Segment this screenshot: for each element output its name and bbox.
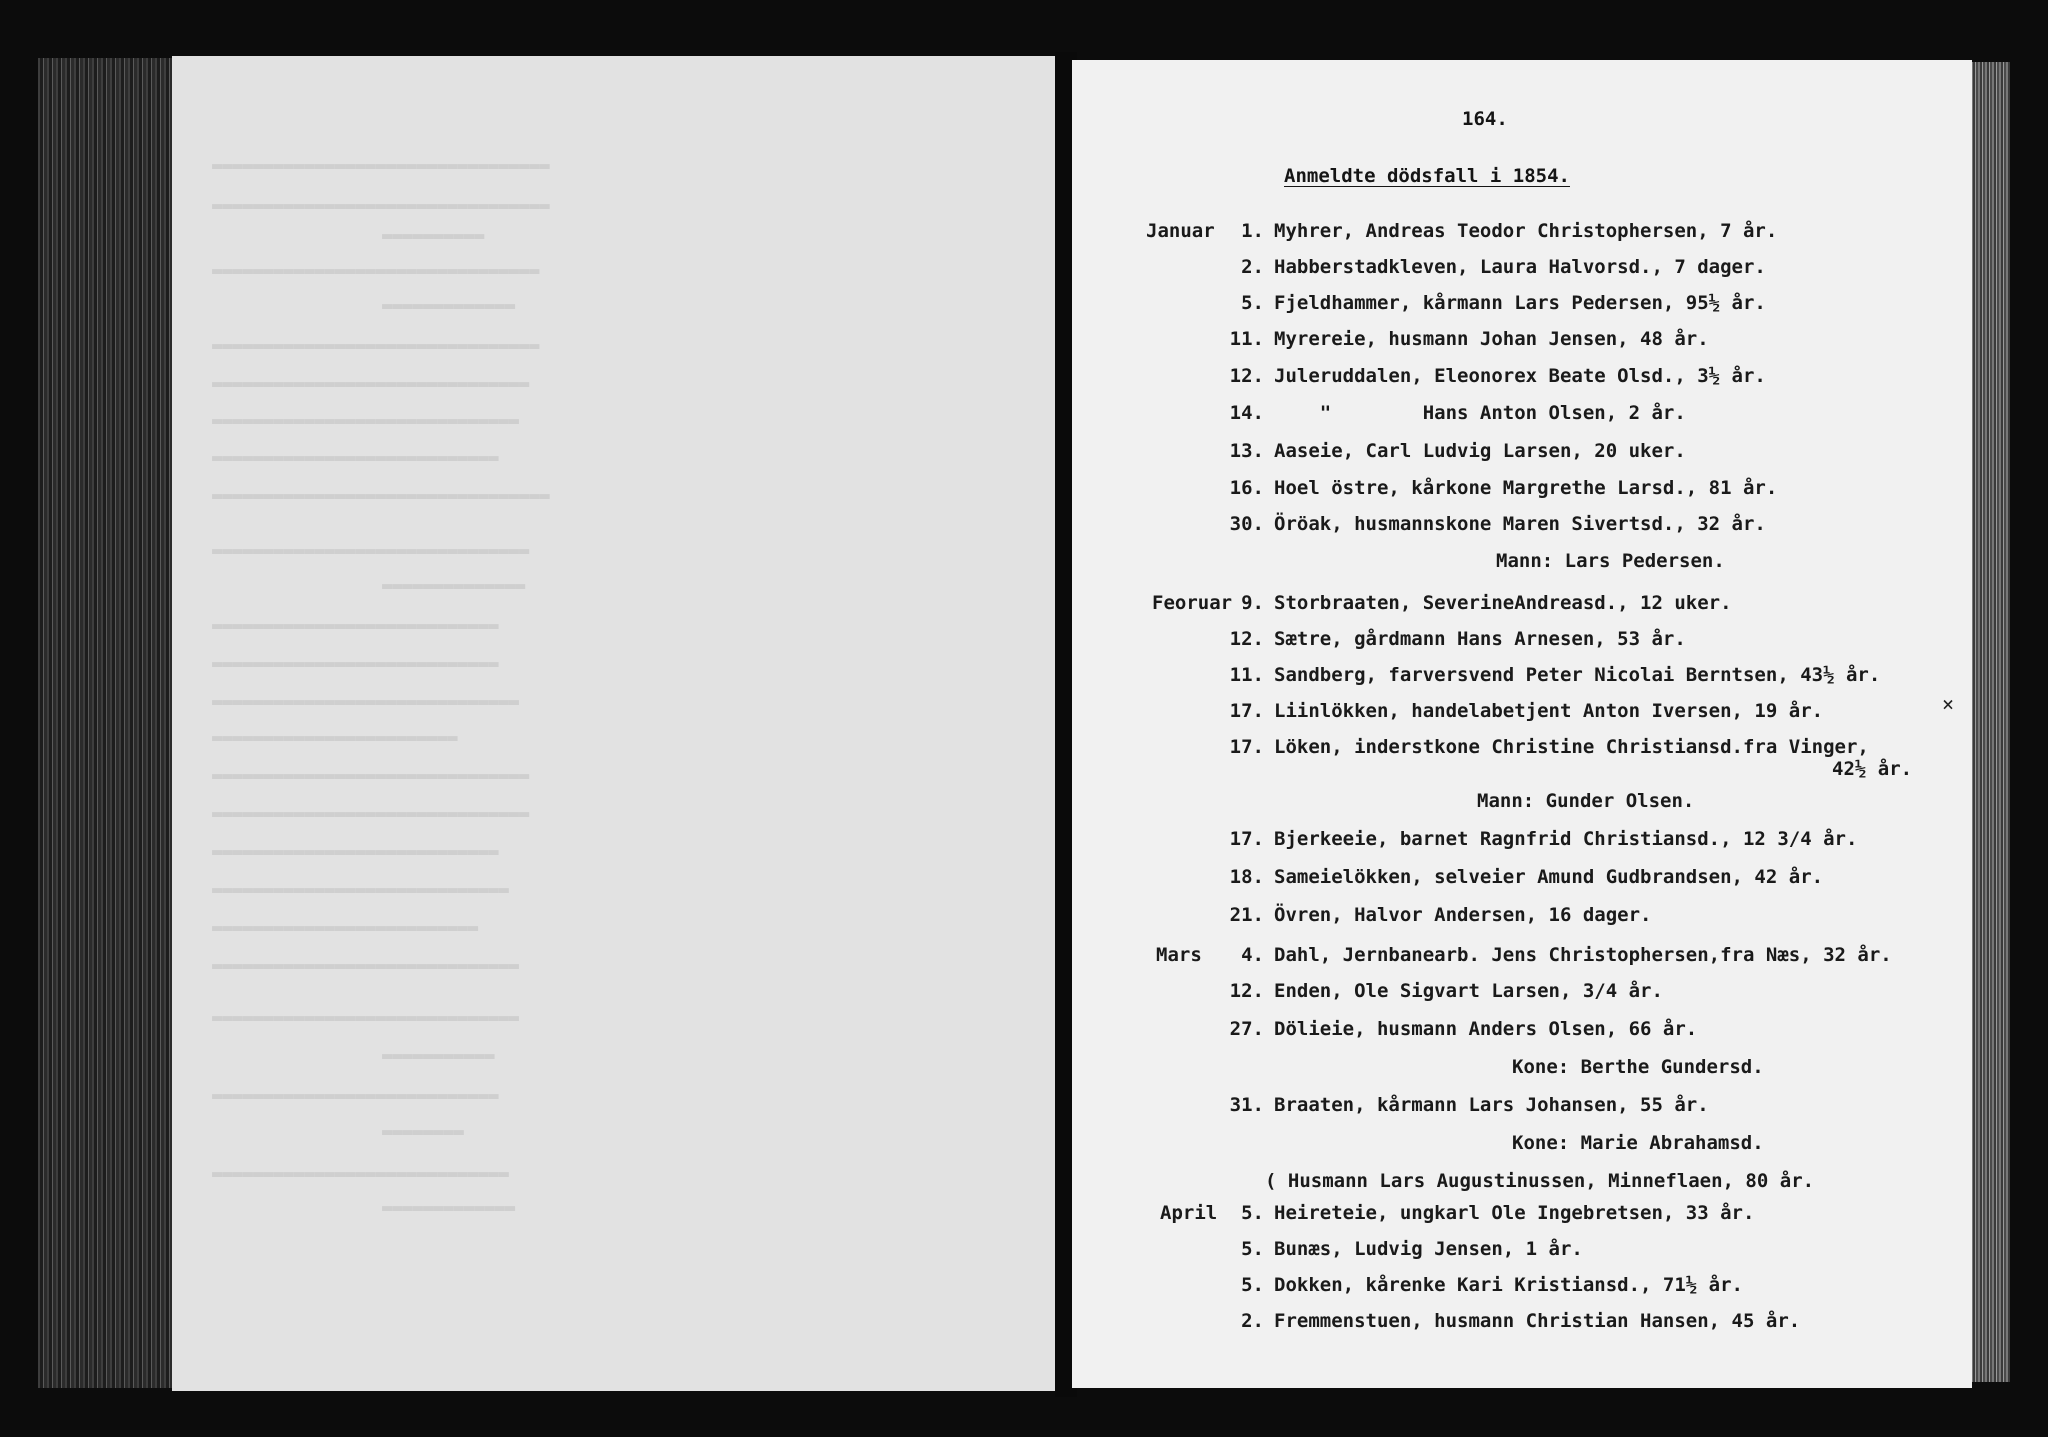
entry-text: Liinlökken, handelabetjent Anton Iversen, 19 år.: [1274, 700, 1824, 722]
entry-day: 14.: [1229, 402, 1264, 424]
bracketed-entry: ( Husmann Lars Augustinussen, Minneflaen, 80 år.: [1265, 1170, 1815, 1192]
entry-day: 13.: [1229, 440, 1264, 462]
page-number: 164.: [1462, 108, 1508, 130]
entry-day: 12.: [1229, 628, 1264, 650]
entry-text: Dokken, kårenke Kari Kristiansd., 71½ år.: [1274, 1274, 1743, 1296]
entry-text: Habberstadkleven, Laura Halvorsd., 7 dager.: [1274, 256, 1766, 278]
death-entry: [1212, 1094, 1709, 1116]
entry-day: 31.: [1229, 1094, 1264, 1116]
entry-day: 17.: [1229, 700, 1264, 722]
entry-text: Storbraaten, SeverineAndreasd., 12 uker.: [1274, 592, 1732, 614]
entry-text: " Hans Anton Olsen, 2 år.: [1274, 402, 1686, 424]
month-label-mars: Mars: [1156, 944, 1202, 966]
entry-text: Myhrer, Andreas Teodor Christophersen, 7 år.: [1274, 220, 1778, 242]
death-entry: [1212, 736, 1869, 758]
spouse-note: Kone: Marie Abrahamsd.: [1512, 1132, 1764, 1154]
register-title: Anmeldte dödsfall i 1854.: [1284, 165, 1570, 187]
death-entry: [1212, 402, 1686, 424]
entry-day: 5.: [1241, 1274, 1264, 1296]
entry-text: Enden, Ole Sigvart Larsen, 3/4 år.: [1274, 980, 1663, 1002]
death-entry: [1212, 1018, 1697, 1040]
left-page-bleedthrough: ▬▬▬▬▬▬▬▬▬▬▬▬▬▬▬▬▬▬▬▬▬▬▬▬▬▬▬▬▬▬▬▬▬ ▬▬▬▬▬▬▬▬▬▬▬▬▬▬▬▬▬▬▬▬▬▬▬▬▬▬▬▬▬▬▬▬▬ ▬▬▬▬▬▬▬▬▬▬ ▬▬▬▬▬▬▬▬▬▬▬▬▬▬▬▬▬▬▬▬▬▬▬▬▬▬▬▬▬▬▬▬ ▬▬▬▬▬▬▬▬▬▬▬▬▬ ▬▬▬▬▬▬▬▬▬▬▬▬▬▬▬▬▬▬▬▬▬▬▬▬▬▬▬▬▬▬▬▬ ▬▬▬▬▬▬▬▬▬▬▬▬▬▬▬▬▬▬▬▬▬▬▬▬▬▬▬▬▬▬▬ ▬▬▬▬▬▬▬▬▬▬▬▬▬▬▬▬▬▬▬▬▬▬▬▬▬▬▬▬▬▬ ▬▬▬▬▬▬▬▬▬▬▬▬▬▬▬▬▬▬▬▬▬▬▬▬▬▬▬▬ ▬▬▬▬▬▬▬▬▬▬▬▬▬▬▬▬▬▬▬▬▬▬▬▬▬▬▬▬▬▬▬▬▬ ▬▬▬▬▬▬▬▬▬▬▬▬▬▬▬▬▬▬▬▬▬▬▬▬▬▬▬▬▬▬▬ ▬▬▬▬▬▬▬▬▬▬▬▬▬▬ ▬▬▬▬▬▬▬▬▬▬▬▬▬▬▬▬▬▬▬▬▬▬▬▬▬▬▬▬ ▬▬▬▬▬▬▬▬▬▬▬▬▬▬▬▬▬▬▬▬▬▬▬▬▬▬▬▬ ▬▬▬▬▬▬▬▬▬▬▬▬▬▬▬▬▬▬▬▬▬▬▬▬▬▬▬▬▬▬ ▬▬▬▬▬▬▬▬▬▬▬▬▬▬▬▬▬▬▬▬▬▬▬▬ ▬▬▬▬▬▬▬▬▬▬▬▬▬▬▬▬▬▬▬▬▬▬▬▬▬▬▬▬▬▬▬ ▬▬▬▬▬▬▬▬▬▬▬▬▬▬▬▬▬▬▬▬▬▬▬▬▬▬▬▬▬▬▬ ▬▬▬▬▬▬▬▬▬▬▬▬▬▬▬▬▬▬▬▬▬▬▬▬▬▬▬▬ ▬▬▬▬▬▬▬▬▬▬▬▬▬▬▬▬▬▬▬▬▬▬▬▬▬▬▬▬▬ ▬▬▬▬▬▬▬▬▬▬▬▬▬▬▬▬▬▬▬▬▬▬▬▬▬▬ ▬▬▬▬▬▬▬▬▬▬▬▬▬▬▬▬▬▬▬▬▬▬▬▬▬▬▬▬▬▬ ▬▬▬▬▬▬▬▬▬▬▬▬▬▬▬▬▬▬▬▬▬▬▬▬▬▬▬▬▬▬ ▬▬▬▬▬▬▬▬▬▬▬ ▬▬▬▬▬▬▬▬▬▬▬▬▬▬▬▬▬▬▬▬▬▬▬▬▬▬▬▬ ▬▬▬▬▬▬▬▬ ▬▬▬▬▬▬▬▬▬▬▬▬▬▬▬▬▬▬▬▬▬▬▬▬▬▬▬▬▬ ▬▬▬▬▬▬▬▬▬▬▬▬▬: [212, 156, 550, 1218]
entry-text: Löken, inderstkone Christine Christiansd.fra Vinger,: [1274, 736, 1869, 758]
entry-text: Bjerkeeie, barnet Ragnfrid Christiansd., 12 3/4 år.: [1274, 828, 1858, 850]
death-entry: [1212, 256, 1766, 278]
entry-text: Aaseie, Carl Ludvig Larsen, 20 uker.: [1274, 440, 1686, 462]
entry-text: Öröak, husmannskone Maren Sivertsd., 32 år.: [1274, 513, 1766, 535]
margin-x-mark-icon: ×: [1942, 692, 1955, 716]
death-entry: [1212, 1238, 1583, 1260]
spouse-note: Kone: Berthe Gundersd.: [1512, 1056, 1764, 1078]
death-entry: [1212, 1310, 1800, 1332]
entry-day: 11.: [1229, 328, 1264, 350]
entry-text: Sandberg, farversvend Peter Nicolai Berntsen, 43½ år.: [1274, 664, 1881, 686]
entry-text: Bunæs, Ludvig Jensen, 1 år.: [1274, 1238, 1583, 1260]
death-entry: [1212, 513, 1766, 535]
entry-text: Heireteie, ungkarl Ole Ingebretsen, 33 år.: [1274, 1202, 1755, 1224]
entry-text: Sameielökken, selveier Amund Gudbrandsen, 42 år.: [1274, 866, 1824, 888]
death-entry: [1212, 628, 1686, 650]
left-page: [172, 56, 1060, 1391]
book-page-edges-left: [38, 58, 178, 1388]
death-entry: [1212, 440, 1686, 462]
death-entry: [1212, 292, 1766, 314]
entry-text: Fjeldhammer, kårmann Lars Pedersen, 95½ år.: [1274, 292, 1766, 314]
entry-text: Sætre, gårdmann Hans Arnesen, 53 år.: [1274, 628, 1686, 650]
entry-day: 30.: [1229, 513, 1264, 535]
death-entry: [1212, 477, 1777, 499]
month-label-februar: Feoruar: [1152, 592, 1233, 614]
entry-continuation: 42½ år.: [1832, 758, 1913, 780]
entry-text: Hoel östre, kårkone Margrethe Larsd., 81 år.: [1274, 477, 1778, 499]
death-entry: [1212, 828, 1857, 850]
entry-text: Dölieie, husmann Anders Olsen, 66 år.: [1274, 1018, 1698, 1040]
death-entry: [1212, 904, 1652, 926]
month-label-april: April: [1160, 1202, 1218, 1224]
entry-text: Braaten, kårmann Lars Johansen, 55 år.: [1274, 1094, 1709, 1116]
spouse-note: Mann: Gunder Olsen.: [1477, 790, 1695, 812]
death-entry: [1212, 1274, 1743, 1296]
death-entry: [1212, 866, 1823, 888]
entry-day: 5.: [1241, 1238, 1264, 1260]
entry-day: 2.: [1241, 1310, 1264, 1332]
death-entry: [1212, 365, 1766, 387]
entry-day: 12.: [1229, 980, 1264, 1002]
death-entry: [1212, 700, 1823, 722]
death-entry: [1212, 1202, 1754, 1224]
entry-day: 17.: [1229, 736, 1264, 758]
entry-day: 11.: [1229, 664, 1264, 686]
month-label-januar: Januar: [1146, 220, 1215, 242]
death-entry: [1212, 980, 1663, 1002]
entry-day: 2.: [1241, 256, 1264, 278]
entry-text: Dahl, Jernbanearb. Jens Christophersen,fra Næs, 32 år.: [1274, 944, 1892, 966]
entry-day: 5.: [1241, 292, 1264, 314]
death-entry: [1212, 664, 1880, 686]
entry-day: 12.: [1229, 365, 1264, 387]
entry-day: 18.: [1229, 866, 1264, 888]
death-entry: [1212, 220, 1777, 242]
death-entry: [1212, 328, 1709, 350]
entry-text: Myrereie, husmann Johan Jensen, 48 år.: [1274, 328, 1709, 350]
entry-day: 27.: [1229, 1018, 1264, 1040]
death-entry: [1212, 944, 1892, 966]
right-page: [1072, 60, 1972, 1388]
entry-day: 21.: [1229, 904, 1264, 926]
entry-day: 5.: [1241, 1202, 1264, 1224]
entry-text: Övren, Halvor Andersen, 16 dager.: [1274, 904, 1652, 926]
entry-day: 16.: [1229, 477, 1264, 499]
entry-day: 4.: [1241, 944, 1264, 966]
entry-day: 1.: [1241, 220, 1264, 242]
death-entry: [1212, 592, 1732, 614]
entry-day: 9.: [1241, 592, 1264, 614]
entry-text: Fremmenstuen, husmann Christian Hansen, 45 år.: [1274, 1310, 1801, 1332]
spouse-note: Mann: Lars Pedersen.: [1496, 550, 1725, 572]
entry-day: 17.: [1229, 828, 1264, 850]
entry-text: Juleruddalen, Eleonorex Beate Olsd., 3½ år.: [1274, 365, 1766, 387]
